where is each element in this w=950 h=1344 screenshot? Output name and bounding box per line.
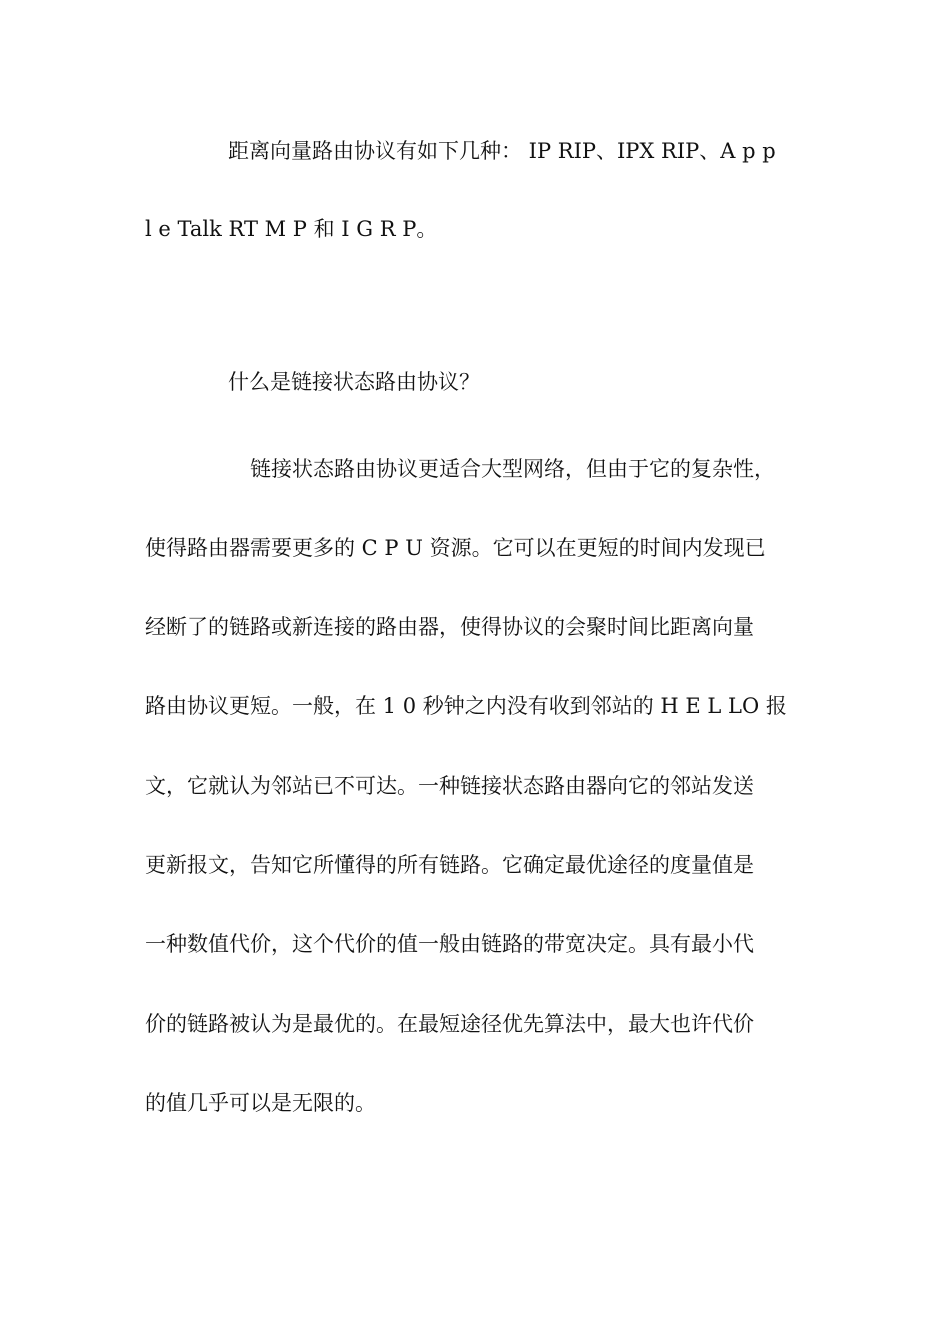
paragraph-2-line-2: 使得路由器需要更多的 C P U 资源。它可以在更短的时间内发现已 [145,536,766,560]
paragraph-2-line-4: 路由协议更短。一般，在 1 0 秒钟之内没有收到邻站的 H E L LO 报 [145,694,787,718]
paragraph-2-line-6: 更新报文，告知它所懂得的所有链路。它确定最优途径的度量值是 [145,853,754,877]
paragraph-2-line-1: 链接状态路由协议更适合大型网络，但由于它的复杂性， [250,457,775,481]
paragraph-1-line-2: l e Talk RT M P 和 I G R P。 [145,217,438,241]
paragraph-2-line-7: 一种数值代价，这个代价的值一般由链路的带宽决定。具有最小代 [145,932,754,956]
paragraph-2-line-3: 经断了的链路或新连接的路由器，使得协议的会聚时间比距离向量 [145,615,754,639]
paragraph-1-line-1: 距离向量路由协议有如下几种： IP RIP、IPX RIP、A p p [228,139,776,163]
paragraph-2-line-8: 价的链路被认为是最优的。在最短途径优先算法中，最大也许代价 [145,1012,754,1036]
section-heading: 什么是链接状态路由协议？ [228,370,480,394]
paragraph-2-line-9: 的值几乎可以是无限的。 [145,1091,376,1115]
paragraph-2-line-5: 文，它就认为邻站已不可达。一种链接状态路由器向它的邻站发送 [145,774,754,798]
